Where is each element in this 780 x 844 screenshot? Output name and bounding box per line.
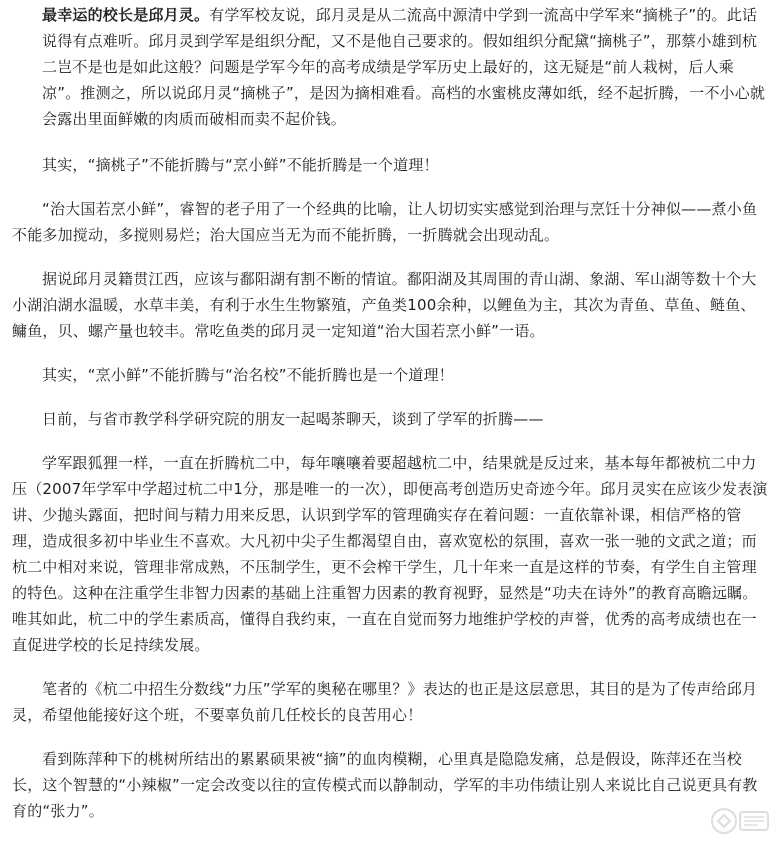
- paragraph-6: 日前，与省市教学科学研究院的朋友一起喝茶聊天，谈到了学军的折腾——: [42, 410, 544, 428]
- paragraph-1-text: 有学军校友说，邱月灵是从二流高中源清中学到一流高中学军来“摘桃子”的。此话说得有点难听。邱月灵到学军是组织分配，又不是他自己要求的。假如组织分配黛“摘桃子”，那蔡小雄到杭二岂不是也是如此这般？问题是学军今年的高考成绩是学军历史上最好的，这无疑是“前人栽树，后人乘凉”。推测之，所以说邱月灵“摘桃子”，是因为摘相难看。高档的水蜜桃皮薄如纸，经不起折腾，一不小心就会露出里面鲜嫩的肉质而破相而卖不起价钱。: [42, 6, 766, 128]
- paragraph-7: 学军跟狐狸一样，一直在折腾杭二中，每年嚷嚷着要超越杭二中，结果就是反过来，基本每年都被杭二中力压（2007年学军中学超过杭二中1分，那是唯一的一次），即便高考创造历史奇迹今年。邱月灵实在应该少发表演讲、少抛头露面，把时间与精力用来反思，认识到学军的管理确实存在着问题：一直依靠补课，相信严格的管理，造成很多初中毕业生不喜欢。大凡初中尖子生都渴望自由，喜欢宽松的氛围，喜欢一张一驰的文武之道；而杭二中相对来说，管理非常成熟，不压制学生，更不会榨干学生，几十年来一直是这样的节奏，有学生自主管理的特色。这种在注重学生非智力因素的基础上注重智力因素的教育视野，显然是“功夫在诗外”的教育高瞻远瞩。唯其如此，杭二中的学生素质高，懂得自我约束，一直在自觉而努力地维护学校的声誉，优秀的高考成绩也在一直促进学校的长足持续发展。: [12, 454, 768, 654]
- paragraph-3: “治大国若烹小鲜”，睿智的老子用了一个经典的比喻，让人切切实实感觉到治理与烹饪十分神似——煮小鱼不能多加搅动，多搅则易烂；治大国应当无为而不能折腾，一折腾就会出现动乱。: [12, 200, 758, 244]
- paragraph-1: [12, 2, 768, 132]
- paragraph-8: 笔者的《杭二中招生分数线“力压”学军的奥秘在哪里？》表达的也正是这层意思，其目的是为了传声给邱月灵，希望他能接好这个班，不要辜负前几任校长的良苦用心！: [12, 680, 758, 724]
- watermark-logo-icon: [710, 804, 774, 838]
- paragraph-5: 其实，“烹小鲜”不能折腾与“治名校”不能折腾也是一个道理！: [42, 366, 454, 384]
- paragraph-9: 看到陈萍种下的桃树所结出的累累硕果被“摘”的血肉模糊，心里真是隐隐发痛，总是假设，陈萍还在当校长，这个智慧的“小辣椒”一定会改变以往的宣传模式而以静制动，学军的丰功伟绩让别人来说比自己说更具有教育的“张力”。: [12, 750, 758, 820]
- paragraph-2: 其实，“摘桃子”不能折腾与“烹小鲜”不能折腾是一个道理！: [42, 156, 439, 174]
- lead-sentence: 最幸运的校长是邱月灵。: [42, 6, 210, 24]
- paragraph-4: 据说邱月灵籍贯江西，应该与鄱阳湖有割不断的情谊。鄱阳湖及其周围的青山湖、象湖、军山湖等数十个大小湖泊湖水温暖，水草丰美，有利于水生生物繁殖，产鱼类100余种，以鲤鱼为主，其次为青鱼、草鱼、鲢鱼、鳙鱼，贝、螺产量也较丰。常吃鱼类的邱月灵一定知道“治大国若烹小鲜”一语。: [12, 270, 757, 340]
